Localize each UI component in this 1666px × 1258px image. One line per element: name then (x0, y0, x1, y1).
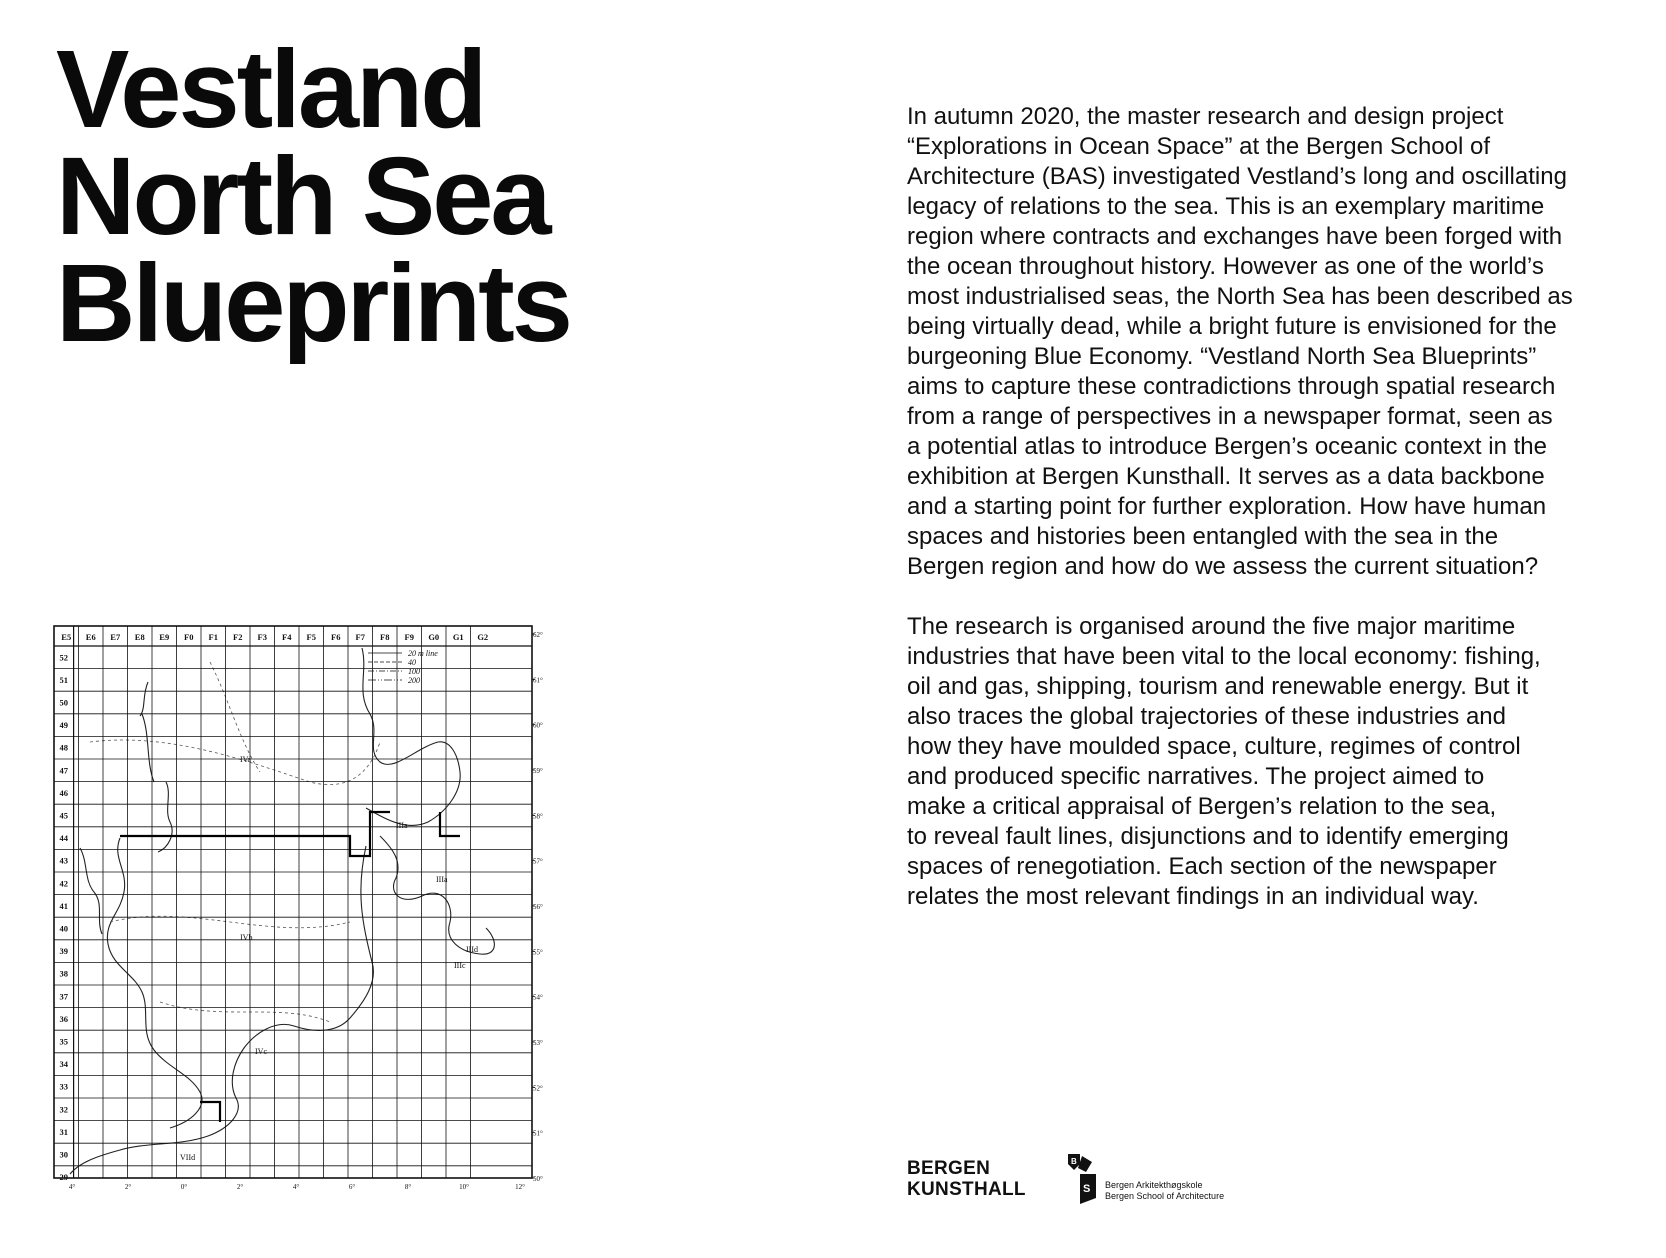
depth-line (90, 740, 380, 785)
intro-paragraph-1 (907, 102, 1647, 582)
latitude-label: 52° (533, 1084, 543, 1093)
text-line: to reveal fault lines, disjunctions and to identify emerging (907, 823, 1509, 850)
grid-column-label: F4 (282, 632, 292, 642)
latitude-label: 53° (533, 1039, 543, 1047)
grid-row-label: 33 (59, 1081, 69, 1092)
grid-row-label: 47 (59, 765, 69, 776)
depth-line (110, 916, 350, 928)
area-label: VIId (180, 1153, 196, 1162)
text-line: most industrialised seas, the North Sea has been described as (907, 283, 1573, 310)
area-boundary (200, 1102, 220, 1122)
grid-row-label: 36 (59, 1013, 69, 1024)
grid-row-label: 40 (59, 923, 69, 934)
grid-row-label: 30 (59, 1149, 69, 1160)
text-line: burgeoning Blue Economy. “Vestland North Sea Blueprints” (907, 343, 1537, 370)
text-line: make a critical appraisal of Bergen’s relation to the sea, (907, 793, 1497, 820)
intro-paragraph-2 (907, 612, 1647, 912)
area-label: IIId (466, 945, 478, 954)
grid-column-label: G2 (477, 632, 489, 642)
text-line: Architecture (BAS) investigated Vestland’s long and oscillating (907, 163, 1567, 190)
text-line: also traces the global trajectories of these industries and (907, 703, 1507, 730)
text-line: a potential atlas to introduce Bergen’s oceanic context in the (907, 433, 1547, 460)
latitude-label: 60° (533, 721, 543, 730)
grid-row-label: 31 (59, 1126, 69, 1137)
grid-row-label: 46 (59, 787, 69, 798)
grid-row-label: 48 (59, 742, 69, 753)
title-line: Blueprints (56, 242, 570, 365)
text-line: industries that have been vital to the local economy: fishing, (907, 643, 1541, 670)
area-labels (180, 755, 478, 1162)
coastline-group (70, 648, 494, 1174)
grid (54, 626, 532, 1178)
logo-text: BERGEN (907, 1158, 991, 1179)
latitude-label: 51° (533, 1129, 543, 1138)
longitude-label: 12° (515, 1183, 525, 1191)
coastline (158, 782, 172, 852)
latitude-label: 50° (533, 1175, 543, 1183)
area-boundary (440, 812, 460, 836)
text-line: oil and gas, shipping, tourism and renewable energy. But it (907, 673, 1529, 700)
grid-row-label: 51 (59, 674, 69, 685)
svg-text:B: B (1071, 1157, 1077, 1166)
grid-row-label: 43 (59, 855, 69, 866)
longitude-label: 10° (459, 1183, 469, 1191)
text-line: and a starting point for further exploration. How have human (907, 493, 1547, 520)
grid-column-label: G1 (452, 632, 464, 642)
text-line: Bergen region and how do we assess the current situation? (907, 553, 1539, 580)
bas-logo-icon (1066, 1152, 1106, 1204)
area-label: IIIa (436, 875, 448, 884)
longitude-label: 6° (348, 1183, 356, 1191)
grid-row-label: 50 (59, 697, 69, 708)
grid-column-label: F1 (208, 632, 218, 642)
text-line: region where contracts and exchanges have been forged with (907, 223, 1563, 250)
grid-column-label: E8 (134, 632, 145, 642)
grid-column-label: F8 (380, 632, 390, 642)
grid-column-label: E7 (110, 632, 121, 642)
longitude-label: 8° (404, 1183, 412, 1191)
latitude-label: 62° (533, 631, 543, 639)
bas-logo-text (1105, 1180, 1224, 1202)
longitude-label: 4° (292, 1183, 300, 1191)
depth-contours (90, 662, 380, 1022)
coastline (107, 838, 202, 1128)
grid-labels (60, 632, 489, 1182)
latitude-label: 59° (533, 767, 543, 775)
grid-column-label: E9 (159, 632, 170, 642)
grid-row-label: 41 (59, 900, 69, 911)
grid-column-label: E5 (61, 632, 72, 642)
legend-label: 200 (408, 676, 420, 685)
grid-row-label: 44 (59, 833, 69, 844)
latitude-label: 54° (533, 993, 543, 1002)
area-label: IVb (240, 933, 253, 942)
area-label: IVc (255, 1047, 267, 1056)
longitude-label: 2° (124, 1183, 132, 1191)
text-line: being virtually dead, while a bright future is envisioned for the (907, 313, 1557, 340)
grid-row-label: 37 (59, 991, 69, 1002)
north-sea-grid-map (50, 622, 543, 1212)
text-line: relates the most relevant findings in an individual way. (907, 883, 1479, 910)
logo-text: Bergen School of Architecture (1105, 1191, 1225, 1201)
grid-column-label: F5 (306, 632, 316, 642)
latitude-label: 57° (533, 857, 543, 866)
grid-column-label: F6 (331, 632, 341, 642)
grid-column-label: G0 (428, 632, 440, 642)
text-line: from a range of perspectives in a newspaper format, seen as (907, 403, 1553, 430)
intro-text (907, 102, 1647, 912)
grid-column-label: F7 (355, 632, 365, 642)
title-line: North Sea (56, 135, 549, 258)
title-line: Vestland (56, 28, 485, 151)
logo-text: KUNSTHALL (907, 1179, 1026, 1200)
area-label: IIIa (396, 821, 408, 830)
grid-row-label: 34 (59, 1059, 69, 1070)
grid-column-label: F2 (233, 632, 243, 642)
longitude-label: 0° (180, 1183, 188, 1191)
grid-row-label: 49 (59, 720, 69, 731)
text-line: legacy of relations to the sea. This is an exemplary maritime (907, 193, 1545, 220)
depth-line (160, 1002, 330, 1022)
text-line: The research is organised around the five major maritime (907, 613, 1516, 640)
grid-row-label: 38 (59, 968, 69, 979)
latitude-label: 55° (533, 948, 543, 957)
text-line: the ocean throughout history. However as one of the world’s (907, 253, 1544, 280)
legend-label: 40 (408, 658, 416, 667)
grid-row-label: 35 (59, 1036, 69, 1047)
grid-row-label: 39 (59, 946, 69, 957)
longitude-label: 2° (236, 1183, 244, 1191)
text-line: “Explorations in Ocean Space” at the Bergen School of (907, 133, 1491, 160)
grid-row-label: 32 (59, 1104, 69, 1115)
grid-row-label: 45 (59, 810, 69, 821)
text-line: aims to capture these contradictions through spatial research (907, 373, 1556, 400)
text-line: spaces and histories been entangled with the sea in the (907, 523, 1499, 550)
grid-row-label: 29 (59, 1172, 69, 1183)
grid-column-label: E6 (85, 632, 96, 642)
grid-row-label: 42 (59, 878, 69, 889)
map-frame (54, 626, 532, 1178)
page-title (56, 28, 570, 365)
area-label: IIIc (454, 961, 466, 970)
text-line: spaces of renegotiation. Each section of the newspaper (907, 853, 1497, 880)
text-line: and produced specific narratives. The project aimed to (907, 763, 1485, 790)
map-legend (368, 649, 438, 685)
legend-label: 20 m line (408, 649, 438, 658)
depth-line (210, 662, 260, 772)
coastline (70, 846, 373, 1174)
longitude-label: 4° (68, 1183, 76, 1191)
text-line: In autumn 2020, the master research and design project (907, 103, 1504, 130)
svg-text:S: S (1083, 1183, 1091, 1195)
grid-column-label: F3 (257, 632, 267, 642)
grid-column-label: F9 (404, 632, 414, 642)
area-label: IVa (240, 755, 252, 764)
latitude-label: 61° (533, 676, 543, 685)
grid-row-label: 52 (59, 652, 69, 663)
latitude-label: 56° (533, 903, 543, 911)
logo-text: Bergen Arkitekthøgskole (1105, 1180, 1203, 1190)
text-line: how they have moulded space, culture, regimes of control (907, 733, 1521, 760)
text-line: exhibition at Bergen Kunsthall. It serves as a data backbone (907, 463, 1545, 490)
grid-column-label: F0 (184, 632, 194, 642)
coordinate-labels (69, 631, 543, 1191)
legend-label: 100 (408, 667, 420, 676)
bergen-kunsthall-logo (907, 1158, 1026, 1200)
latitude-label: 58° (533, 812, 543, 821)
coastline (80, 848, 102, 934)
